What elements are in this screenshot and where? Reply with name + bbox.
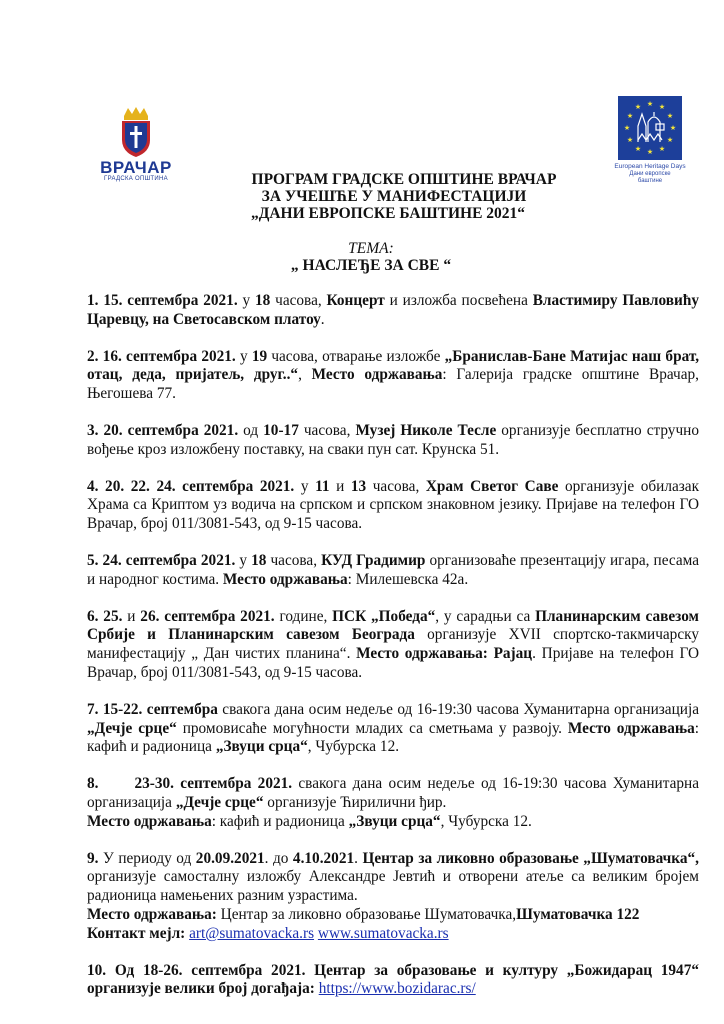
svg-text:★: ★ [646, 148, 654, 156]
bold-text: 23-30. септембра 2021. [134, 775, 293, 793]
eu-flag-icon [618, 96, 682, 160]
svg-text:★: ★ [658, 103, 666, 111]
bold-text: „Дечје срце“ [175, 793, 264, 811]
text: у [235, 347, 252, 365]
title-line-1: ПРОГРАМ ГРАДСКЕ ОПШТИНЕ ВРАЧАР [251, 171, 557, 188]
bold-text: 1. 15. септембра 2021. [87, 292, 238, 309]
bold-text: ПСК „Победа“ [332, 607, 436, 625]
ehd-caption-sr-2: баштине [637, 178, 663, 184]
bold-text: Место одржавања: [87, 905, 217, 923]
bold-text: Музеј Николе Тесле [355, 421, 497, 439]
logo-subtitle-text: ГРАДСКА ОПШТИНА [104, 176, 168, 182]
link[interactable]: art@sumatovacka.rs [189, 924, 315, 942]
text: часова, [270, 292, 327, 309]
text: организује обилазак Храма са Криптом уз водича на српском и српском знаковном језику. Пријаве на телефон ГО Врачар, број 011/3081-543, од 9-15 часова. [87, 477, 700, 533]
program-item [87, 701, 699, 757]
text: , Чубурска 12. [307, 738, 400, 756]
link[interactable]: www.sumatovacka.rs [317, 924, 449, 942]
text: . Пријаве на телефон ГО Врачар, број 011/3081-543, од 9-15 часова. [87, 645, 700, 681]
text: организује Ћирилични ђир. [263, 793, 447, 811]
program-item [87, 775, 699, 831]
bold-text: Храм Светог Саве [425, 477, 559, 495]
text: и [122, 607, 141, 625]
text: . [320, 310, 325, 328]
program-item [87, 292, 699, 330]
bold-text: 8. [87, 775, 99, 793]
text: : кафић и радионица [211, 812, 349, 830]
bold-text: Центар за ликовно образовање „Шуматовачка“, [362, 849, 699, 867]
program-list [87, 292, 699, 1017]
text: у [237, 292, 255, 309]
text: : Галерија градске општине Врачар, Његошева 77. [87, 366, 699, 403]
text: часова, [366, 477, 426, 495]
bold-text: 4.10.2021 [292, 849, 355, 867]
bold-text: 18 [251, 551, 267, 569]
text: од [238, 421, 264, 439]
bold-text: „Бранислав-Бане Матијас наш брат, отац, деда, пријатељ, друг..“ [87, 347, 700, 384]
bold-text: „Звуци срца“ [215, 738, 308, 756]
text: . [354, 849, 363, 867]
text: : Милешевска 42а. [347, 570, 469, 588]
text: године, [274, 607, 333, 625]
text: и [329, 477, 351, 495]
program-item [87, 608, 699, 683]
title-line-3: „ДАНИ ЕВРОПСКЕ БАШТИНЕ 2021“ [250, 205, 526, 222]
theme-label: ТЕМА: [348, 240, 394, 257]
text: у [235, 551, 252, 569]
text: свакога дана осим недеље од 16-19:30 часова Хуманитарна организација [87, 775, 700, 811]
text: У периоду од [98, 849, 196, 867]
program-item [87, 422, 699, 460]
bold-text: „Звуци срца“ [348, 812, 441, 830]
svg-text:★: ★ [626, 136, 634, 144]
bold-text: „Дечје срце“ [87, 719, 177, 737]
heritage-emblem-icon [618, 96, 682, 160]
program-item [87, 348, 699, 404]
program-item [87, 850, 699, 944]
bold-text: 10-17 [263, 421, 299, 439]
bold-text: Концерт [326, 292, 385, 309]
bold-text: 10. Од 18-26. септембра 2021. Центар за образовање и културу „Божидарац 1947“ организује велики број догађаја: [87, 961, 699, 998]
svg-text:★: ★ [634, 103, 642, 111]
bold-text: Место одржавања: Рајац [356, 645, 533, 663]
bold-text: 9. [87, 849, 99, 867]
coat-of-arms-icon [116, 106, 156, 158]
bold-text: Место одржавања [222, 570, 348, 588]
bold-text: 18 [255, 292, 271, 309]
svg-text:★: ★ [634, 145, 642, 153]
bold-text: 7. 15-22. септембра [87, 700, 218, 718]
bold-text: 3. 20. септембра 2021. [87, 421, 239, 439]
bold-text: 11 [315, 477, 330, 495]
text: Центар за ликовно образовање Шуматовачка, [216, 905, 517, 923]
bold-text: Планинарским савезом Србије и Планинарским савезом Београда [87, 607, 699, 644]
svg-text:★: ★ [666, 112, 674, 120]
theme-block [0, 240, 724, 274]
text: у [294, 477, 316, 495]
bold-text: 5. 24. септембра 2021. [87, 551, 236, 569]
bold-text: Место одржавања [87, 812, 212, 830]
bold-text: Шуматовачка 122 [516, 905, 640, 923]
bold-text: 4. 20. 22. 24. септембра 2021. [87, 477, 295, 495]
text: и изложба посвећена [384, 292, 533, 309]
program-item [87, 478, 699, 534]
svg-text:★: ★ [623, 124, 631, 132]
text: , [298, 366, 312, 384]
text: часова, [266, 551, 322, 569]
bold-text: 2. 16. септембра 2021. [87, 347, 236, 365]
svg-text:★: ★ [626, 112, 634, 120]
bold-text: КУД Градимир [321, 551, 426, 569]
text: : кафић и радионица [87, 719, 699, 756]
text: часова, [298, 421, 356, 439]
ehd-caption-en: European Heritage Days [614, 163, 686, 170]
text: свакога дана осим недеље од 16-19:30 часова Хуманитарна организација [217, 700, 699, 718]
svg-text:★: ★ [658, 145, 666, 153]
bold-text: 26. септембра 2021. [140, 607, 275, 625]
text: организује XVII спортско-такмичарску манифестацију „ Дан чистих планина“. [87, 626, 699, 663]
text: . до [264, 849, 293, 867]
bold-text: 13 [350, 477, 367, 495]
text: промовисаће могућности младих са сметњама у развоју. [176, 719, 568, 737]
text: организује самосталну изложбу Александре Јевтић и отворени атеље са великим бројем радионица намењених разним узрастима. [87, 868, 699, 905]
text: , у сарадњи са [435, 607, 536, 625]
bold-text: 20.09.2021 [195, 849, 265, 867]
ehd-caption-sr-1: Дани европске [629, 171, 671, 177]
bold-text: Место одржавања [567, 719, 695, 737]
text: часова, отварање изложбе [267, 347, 445, 365]
logo-brand-text: ВРАЧАР [100, 158, 172, 177]
document-title [0, 171, 724, 222]
svg-text:★: ★ [666, 136, 674, 144]
svg-text:★: ★ [646, 100, 654, 108]
title-line-2: ЗА УЧЕШЋЕ У МАНИФЕСТАЦИЈИ [261, 188, 527, 205]
text: организоваће презентацију игара, песама и народног костима. [87, 551, 700, 588]
bold-text: 6. 25. [87, 607, 123, 625]
program-item [87, 552, 699, 590]
text: , Чубурска 12. [440, 812, 532, 830]
theme-value: „ НАСЛЕЂЕ ЗА СВЕ “ [290, 257, 452, 274]
bold-text: Контакт мејл: [87, 924, 190, 942]
text: организује бесплатно стручно вођење кроз изложбену поставку, на сваки пун сат. Крунска 51. [87, 421, 699, 458]
bold-text: Властимиру Павловићу Царевцу, на Светосавском платоу [87, 292, 700, 328]
bold-text: 19 [251, 347, 268, 365]
bold-text: Место одржавања [311, 366, 443, 384]
svg-text:★: ★ [669, 124, 677, 132]
program-item [87, 962, 699, 1000]
link[interactable]: https://www.bozidarac.rs/ [318, 980, 476, 998]
